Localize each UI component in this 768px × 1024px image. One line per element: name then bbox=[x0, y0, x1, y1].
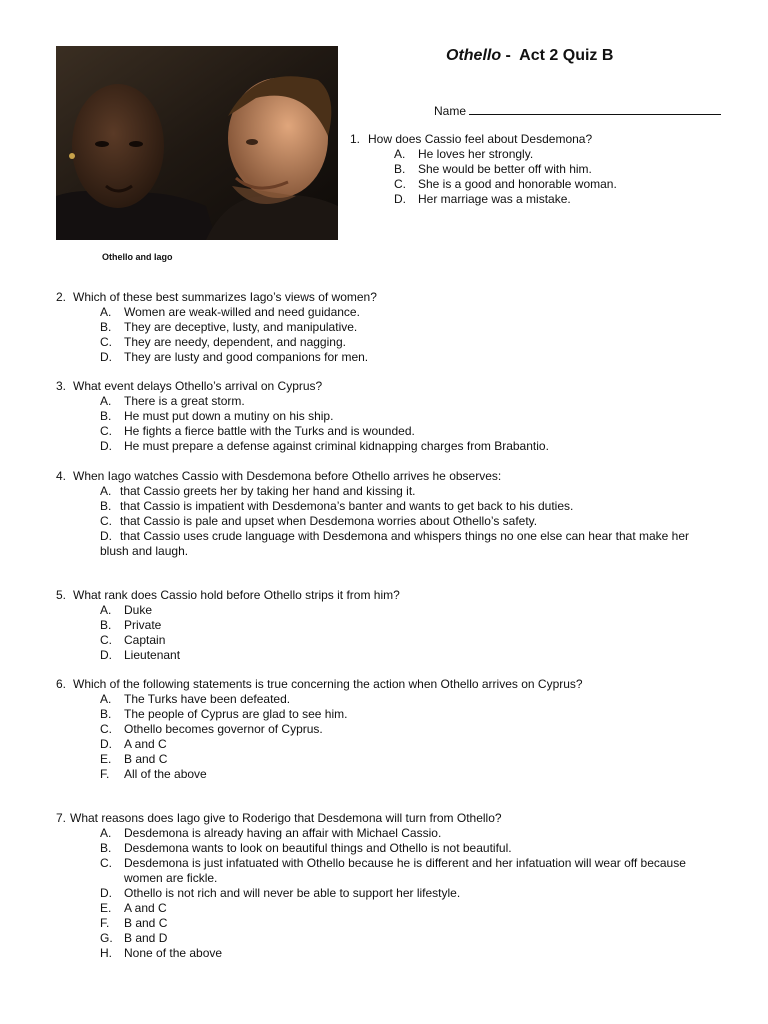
question-number: 4. bbox=[56, 469, 67, 483]
option-letter: B. bbox=[100, 409, 112, 423]
option-letter: C. bbox=[100, 722, 112, 736]
option-letter: A. bbox=[394, 147, 406, 161]
option-text: They are deceptive, lusty, and manipulative. bbox=[124, 320, 358, 334]
answer-option bbox=[394, 147, 730, 162]
option-text: She is a good and honorable woman. bbox=[418, 177, 617, 191]
option-text: They are lusty and good companions for men. bbox=[124, 350, 369, 364]
option-text: that Cassio greets her by taking her hand and kissing it. bbox=[120, 484, 416, 498]
option-text: Duke bbox=[124, 603, 153, 617]
option-text: He must put down a mutiny on his ship. bbox=[124, 409, 334, 423]
question-text: What rank does Cassio hold before Othello strips it from him? bbox=[73, 588, 400, 602]
title-quiz-name: - Act 2 Quiz B bbox=[501, 47, 614, 64]
option-letter: B. bbox=[100, 707, 112, 721]
question-stem bbox=[56, 379, 736, 394]
answer-option bbox=[100, 752, 736, 767]
question-6 bbox=[56, 677, 736, 782]
option-text: They are needy, dependent, and nagging. bbox=[124, 335, 346, 349]
question-5 bbox=[56, 588, 736, 663]
option-text: He fights a fierce battle with the Turks and is wounded. bbox=[124, 424, 415, 438]
answer-option bbox=[100, 901, 716, 916]
option-letter: A. bbox=[100, 305, 112, 319]
question-text: What reasons does Iago give to Roderigo that Desdemona will turn from Othello? bbox=[70, 811, 502, 825]
option-letter: F. bbox=[100, 767, 110, 781]
option-text: He loves her strongly. bbox=[418, 147, 534, 161]
option-text: The Turks have been defeated. bbox=[124, 692, 291, 706]
option-letter: H. bbox=[100, 946, 112, 960]
option-text: B and C bbox=[124, 916, 168, 930]
question-number: 3. bbox=[56, 379, 67, 393]
answer-option bbox=[100, 826, 716, 841]
option-text: A and C bbox=[124, 901, 167, 915]
answer-option bbox=[394, 162, 730, 177]
answer-option bbox=[100, 692, 736, 707]
option-letter: C. bbox=[100, 335, 112, 349]
question-2 bbox=[56, 290, 736, 365]
option-letter: G. bbox=[100, 931, 113, 945]
photo-illustration bbox=[56, 46, 338, 240]
option-text: Desdemona is just infatuated with Othello because he is different and her infatuation will wear off because women are fickle. bbox=[124, 856, 686, 885]
option-letter: B. bbox=[394, 162, 406, 176]
question-number: 5. bbox=[56, 588, 67, 602]
answer-option bbox=[100, 424, 736, 439]
option-letter: A. bbox=[100, 603, 112, 617]
option-letter: C. bbox=[394, 177, 406, 191]
answer-option bbox=[100, 886, 716, 901]
option-letter: C. bbox=[100, 424, 112, 438]
option-text: Lieutenant bbox=[124, 648, 181, 662]
option-text: All of the above bbox=[124, 767, 207, 781]
option-letter: A. bbox=[100, 484, 112, 498]
answer-option bbox=[100, 856, 716, 886]
answer-option bbox=[394, 177, 730, 192]
answer-option bbox=[100, 350, 736, 365]
photo-caption: Othello and Iago bbox=[102, 252, 173, 262]
option-text: None of the above bbox=[124, 946, 223, 960]
option-letter: A. bbox=[100, 692, 112, 706]
answer-option bbox=[100, 335, 736, 350]
question-text: When Iago watches Cassio with Desdemona before Othello arrives he observes: bbox=[73, 469, 502, 483]
answer-option bbox=[100, 707, 736, 722]
option-letter: F. bbox=[100, 916, 110, 930]
question-number: 1. bbox=[350, 132, 361, 146]
question-7 bbox=[56, 811, 716, 961]
answer-option bbox=[100, 737, 736, 752]
name-label: Name bbox=[434, 104, 467, 118]
question-text: How does Cassio feel about Desdemona? bbox=[368, 132, 593, 146]
option-letter: A. bbox=[100, 826, 112, 840]
option-letter: D. bbox=[100, 886, 112, 900]
answer-option bbox=[100, 320, 736, 335]
option-text: B and C bbox=[124, 752, 168, 766]
question-1 bbox=[350, 132, 730, 207]
answer-option bbox=[100, 916, 716, 931]
answer-option bbox=[100, 767, 736, 782]
option-text: There is a great storm. bbox=[124, 394, 245, 408]
option-text: that Cassio uses crude language with Desdemona and whispers things no one else can hear that make her blush and laugh. bbox=[100, 529, 690, 558]
option-text: The people of Cyprus are glad to see him. bbox=[124, 707, 348, 721]
option-letter: D. bbox=[100, 648, 112, 662]
answer-option bbox=[100, 305, 736, 320]
answer-option bbox=[100, 603, 736, 618]
question-text: Which of these best summarizes Iago’s views of women? bbox=[73, 290, 377, 304]
option-text: that Cassio is impatient with Desdemona’s banter and wants to get back to his duties. bbox=[120, 499, 574, 513]
question-3 bbox=[56, 379, 736, 454]
answer-option bbox=[100, 946, 716, 961]
option-text: Desdemona is already having an affair with Michael Cassio. bbox=[124, 826, 442, 840]
answer-option bbox=[100, 931, 716, 946]
option-letter: D. bbox=[394, 192, 406, 206]
question-stem bbox=[56, 290, 736, 305]
question-stem bbox=[56, 677, 736, 692]
answer-option bbox=[100, 409, 736, 424]
question-text: What event delays Othello’s arrival on Cyprus? bbox=[73, 379, 323, 393]
option-letter: E. bbox=[100, 901, 112, 915]
answer-option bbox=[100, 529, 716, 559]
option-letter: B. bbox=[100, 841, 112, 855]
answer-option bbox=[100, 618, 736, 633]
option-letter: B. bbox=[100, 499, 112, 513]
option-letter: C. bbox=[100, 514, 112, 528]
title-play-name: Othello bbox=[446, 47, 502, 64]
page-title bbox=[446, 47, 613, 65]
option-letter: D. bbox=[100, 529, 112, 543]
answer-option bbox=[100, 484, 716, 499]
answer-option bbox=[100, 439, 736, 454]
option-text: Women are weak-willed and need guidance. bbox=[124, 305, 360, 319]
option-text: B and D bbox=[124, 931, 168, 945]
question-number: 2. bbox=[56, 290, 67, 304]
question-stem bbox=[350, 132, 730, 147]
option-text: Othello is not rich and will never be able to support her lifestyle. bbox=[124, 886, 461, 900]
option-text: She would be better off with him. bbox=[418, 162, 592, 176]
answer-option bbox=[100, 648, 736, 663]
question-stem bbox=[56, 811, 716, 826]
option-text: Othello becomes governor of Cyprus. bbox=[124, 722, 323, 736]
answer-option bbox=[100, 514, 716, 529]
answer-option bbox=[100, 633, 736, 648]
question-stem bbox=[56, 469, 716, 484]
option-letter: D. bbox=[100, 439, 112, 453]
question-text: Which of the following statements is true concerning the action when Othello arrives on Cyprus? bbox=[73, 677, 583, 691]
answer-option bbox=[100, 499, 716, 514]
answer-option bbox=[100, 841, 716, 856]
question-number: 7. bbox=[56, 811, 67, 825]
answer-option bbox=[100, 722, 736, 737]
option-text: A and C bbox=[124, 737, 167, 751]
option-text: Captain bbox=[124, 633, 166, 647]
name-field[interactable] bbox=[434, 103, 721, 118]
answer-option bbox=[394, 192, 730, 207]
option-letter: D. bbox=[100, 737, 112, 751]
option-letter: A. bbox=[100, 394, 112, 408]
question-stem bbox=[56, 588, 736, 603]
answer-option bbox=[100, 394, 736, 409]
option-text: Private bbox=[124, 618, 162, 632]
option-text: Desdemona wants to look on beautiful things and Othello is not beautiful. bbox=[124, 841, 512, 855]
option-text: Her marriage was a mistake. bbox=[418, 192, 571, 206]
option-letter: D. bbox=[100, 350, 112, 364]
question-number: 6. bbox=[56, 677, 67, 691]
option-letter: B. bbox=[100, 618, 112, 632]
option-letter: B. bbox=[100, 320, 112, 334]
option-text: He must prepare a defense against criminal kidnapping charges from Brabantio. bbox=[124, 439, 549, 453]
name-blank-line[interactable] bbox=[469, 103, 721, 115]
option-letter: E. bbox=[100, 752, 112, 766]
question-4 bbox=[56, 469, 716, 559]
option-text: that Cassio is pale and upset when Desdemona worries about Othello’s safety. bbox=[120, 514, 538, 528]
option-letter: C. bbox=[100, 633, 112, 647]
option-letter: C. bbox=[100, 856, 112, 870]
othello-iago-photo bbox=[56, 46, 338, 240]
